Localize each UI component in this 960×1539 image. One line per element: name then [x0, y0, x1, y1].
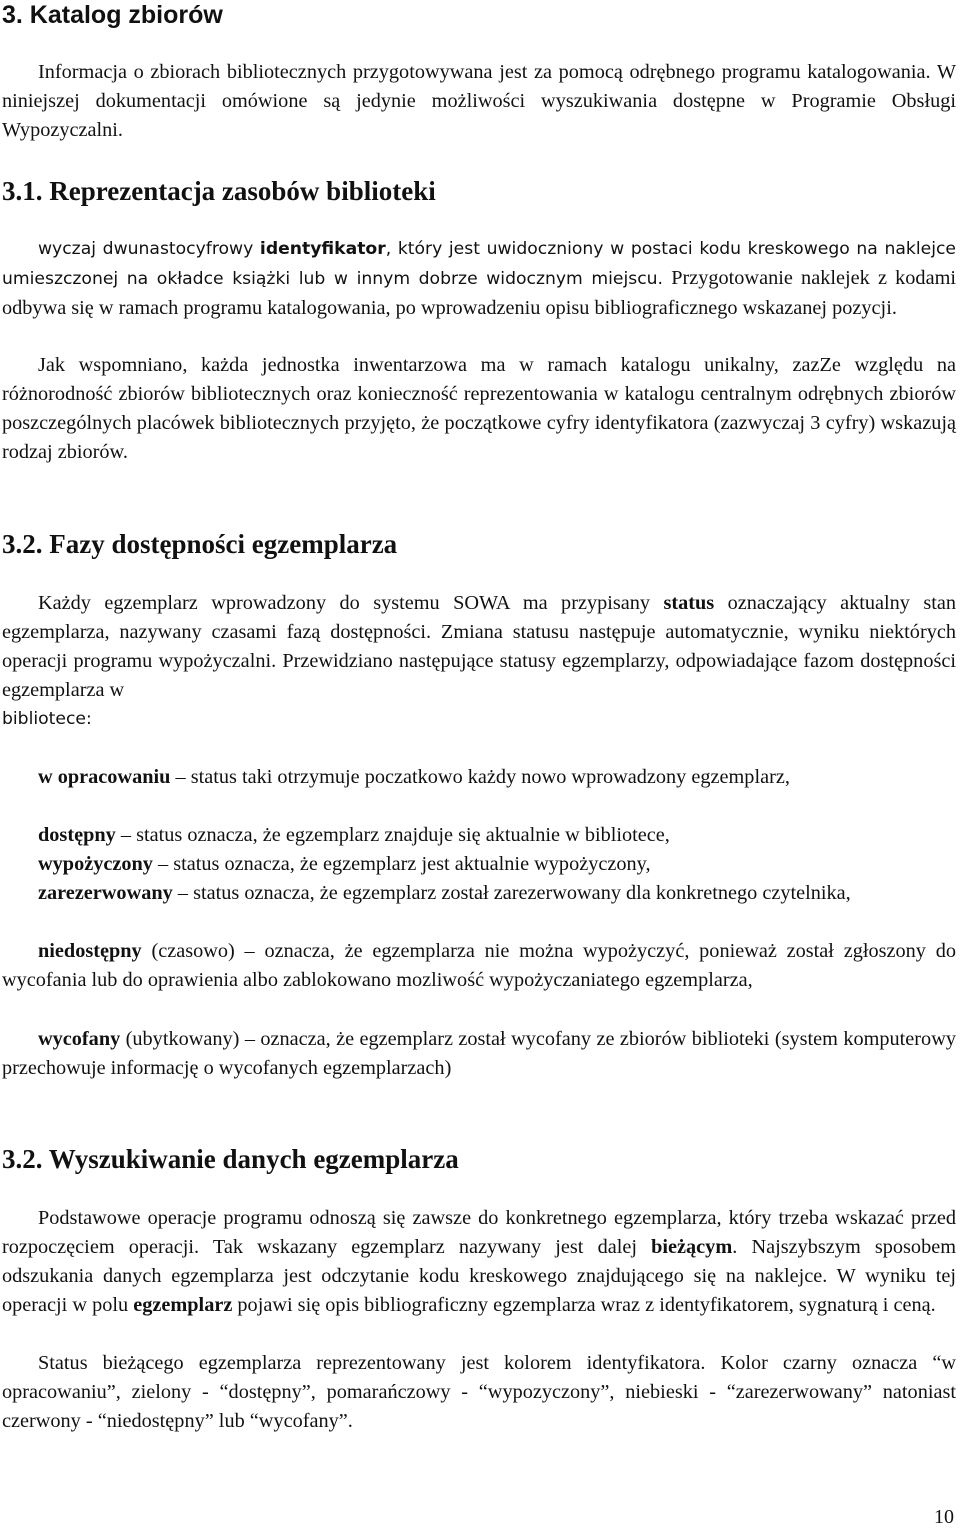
text-run: . Najszybszym sposobem odszukania danych egzemplarza jest odczytanie kodu kreskowego znajdującego się na naklejce. W wyniku tej operacji w polu [2, 1236, 956, 1316]
section-3-1-paragraph-1 [2, 235, 956, 324]
status-desc: – status oznacza, że egzemplarz został zarezerwowany dla konkretnego czytelnika, [172, 882, 851, 904]
section-heading-3-2-wyszukiwanie: 3.2. Wyszukiwanie danych egzemplarza [2, 1144, 459, 1174]
term-egzemplarz: egzemplarz [133, 1294, 233, 1316]
status-desc: – status taki otrzymuje poczatkowo każdy nowo wprowadzony egzemplarz, [170, 766, 790, 788]
section-3-1-paragraph-2: Jak wspomniano, każda jednostka inwentarzowa ma w ramach katalogu unikalny, zazZe względu na różnorodność zbiorów bibliotecznych oraz konieczność reprezentowania w katalogu centralnym odrębnych zbiorów poszczególnych placówek bibliotecznych przyjęto, że początkowe cyfry identyfikatora (zazwyczaj 3 cyfry) wskazują rodzaj zbiorów. [2, 354, 956, 463]
status-term: wycofany [38, 1028, 121, 1050]
status-desc: – status oznacza, że egzemplarz znajduje się aktualnie w bibliotece, [115, 824, 670, 846]
status-item-wypozyczony [2, 850, 956, 879]
status-item-wycofany [2, 1025, 956, 1083]
section-3-2-paragraph-tail: bibliotece: [2, 709, 92, 729]
status-item-zarezerwowany [2, 879, 956, 908]
term-identyfikator: identyfikator [259, 239, 386, 259]
text-run: Przygotowanie naklejek z kodami odbywa się w ramach programu katalogowania, po wprowadzeniu opisu bibliograficznego wskazanej pozycji. [2, 267, 956, 319]
term-status: status [663, 592, 715, 614]
status-item-niedostepny [2, 937, 956, 995]
section-heading-3-1: 3.1. Reprezentacja zasobów biblioteki [2, 176, 436, 206]
text-run: oznaczający aktualny stan egzemplarza, nazywany czasami fazą dostępności. Zmiana statusu następuje automatycznie, wyniku niektórych operacji programu wypożyczalni. Przewidziano następujące statusy egzemplarzy, odpowiadające fazom dostępności egzemplarza w [2, 592, 956, 701]
status-item-dostepny [2, 821, 956, 850]
status-term: zarezerwowany [38, 882, 173, 904]
section-heading-3: 3. Katalog zbiorów [2, 1, 223, 29]
section-heading-3-2-fazy: 3.2. Fazy dostępności egzemplarza [2, 529, 398, 559]
term-biezacym: bieżącym [651, 1236, 733, 1258]
section-3-intro: Informacja o zbiorach bibliotecznych przygotowywana jest za pomocą odrębnego programu katalogowania. W niniejszej dokumentacji omówione są jedynie możliwości wyszukiwania dostępne w Programie Obsługi Wypozyczalni. [2, 61, 956, 141]
section-3-2b-paragraph-2: Status bieżącego egzemplarza reprezentowany jest kolorem identyfikatora. Kolor czarny oznacza “w opracowaniu”, zielony - “dostępny”, pomarańczowy - “wypozyczony”, niebieski - “zarezerwowany” natoniast czerwony - “niedostępny” lub “wycofany”. [2, 1352, 956, 1432]
text-run: Podstawowe operacje programu odnoszą się zawsze do konkretnego egzemplarza, który trzeba wskazać przed rozpoczęciem operacji. Tak wskazany egzemplarz nazywany jest dalej [2, 1207, 956, 1258]
section-3-2-paragraph [2, 589, 956, 705]
status-desc: (czasowo) – oznacza, że egzemplarza nie można wypożyczyć, ponieważ został zgłoszony do wycofania lub do oprawienia albo zablokowano mozliwość wypożyczaniatego egzemplarza, [2, 940, 956, 991]
status-desc: (ubytkowany) – oznacza, że egzemplarz został wycofany ze zbiorów biblioteki (system komputerowy przechowuje informację o wycofanych egzemplarzach) [2, 1028, 956, 1079]
text-run: , który jest uwidoczniony w postaci kodu kreskowego na naklejce umieszczonej na okładce książki lub w innym dobrze widocznym miejscu. [2, 239, 957, 289]
text-run: Każdy egzemplarz wprowadzony do systemu SOWA ma przypisany [38, 592, 664, 614]
status-term: w opracowaniu [38, 766, 171, 788]
text-run: pojawi się opis bibliograficzny egzemplarza wraz z identyfikatorem, sygnaturą i ceną. [232, 1294, 936, 1316]
status-term: dostępny [38, 824, 116, 846]
status-term: wypożyczony [38, 853, 153, 875]
status-desc: – status oznacza, że egzemplarz jest aktualnie wypożyczony, [152, 853, 651, 875]
text-run: wyczaj dwunastocyfrowy [38, 239, 260, 259]
status-item-w-opracowaniu [2, 763, 956, 792]
page-number: 10 [934, 1506, 954, 1528]
section-3-2b-paragraph-1 [2, 1204, 956, 1320]
status-term: niedostępny [38, 940, 142, 962]
